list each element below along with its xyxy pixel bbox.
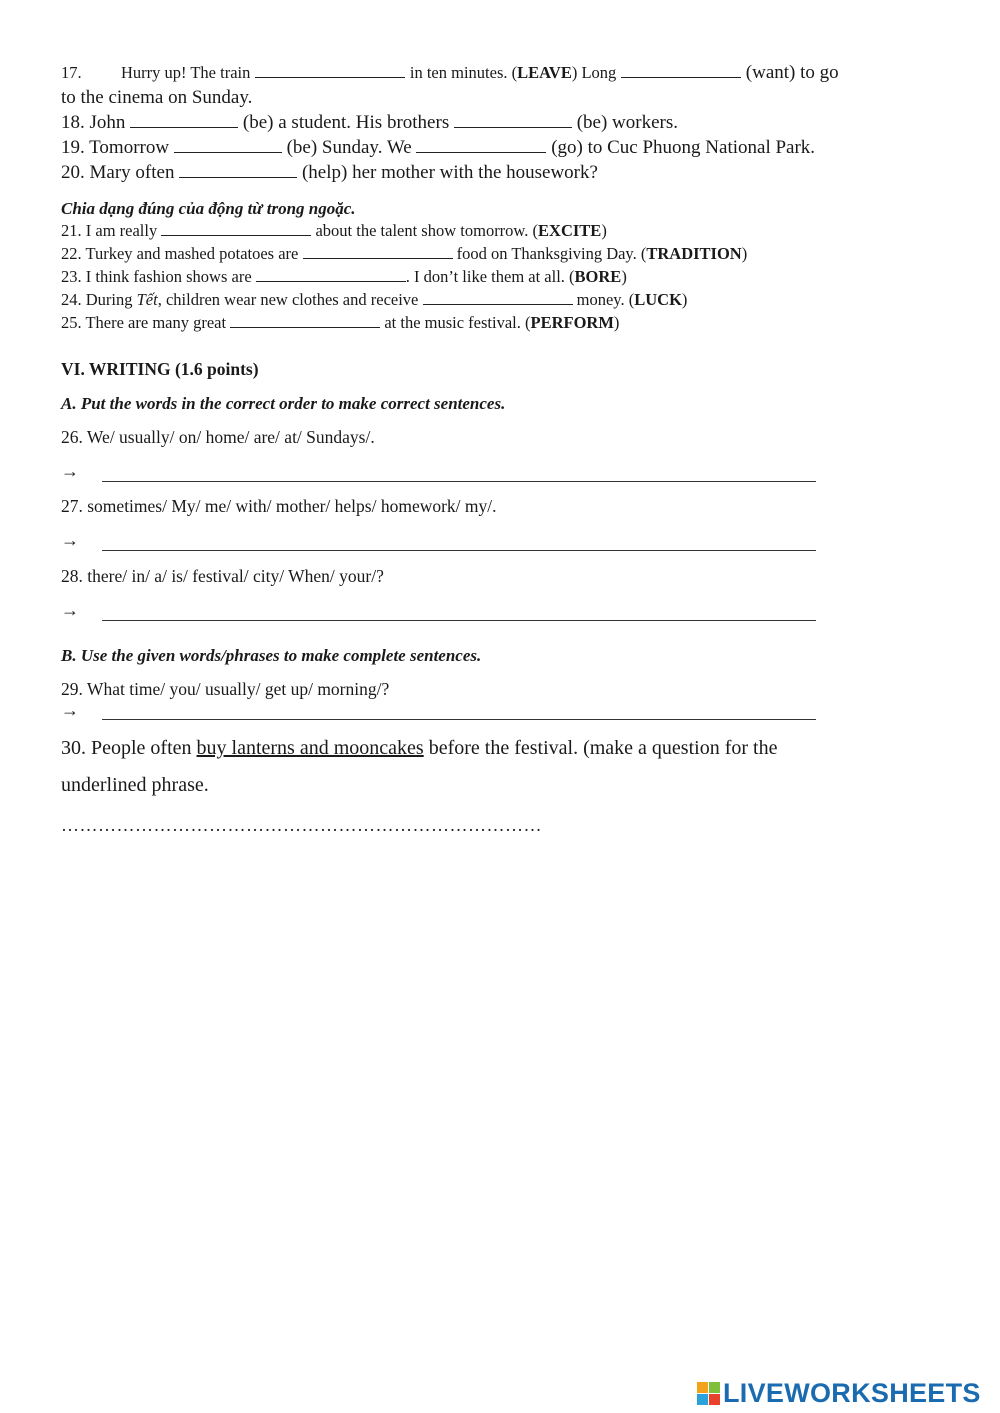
liveworksheets-logo xyxy=(697,1378,981,1409)
question-text: ) xyxy=(621,267,627,286)
arrow-icon: → xyxy=(61,600,79,620)
question-30-cont: underlined phrase. xyxy=(61,774,209,796)
question-text: Hurry up! The train xyxy=(121,63,251,82)
keyword: PERFORM xyxy=(530,313,614,332)
question-21 xyxy=(61,221,607,241)
answer-blank[interactable] xyxy=(303,257,453,259)
question-number: 17. xyxy=(61,63,82,82)
question-text: (go) to Cuc Phuong National Park. xyxy=(551,137,816,158)
question-text: before the festival. (make a question for the xyxy=(423,737,778,759)
keyword: EXCITE xyxy=(538,221,602,240)
question-text: 24. During xyxy=(61,290,137,309)
section-heading-part-a: A. Put the words in the correct order to make correct sentences. xyxy=(61,394,506,413)
answer-blank[interactable] xyxy=(130,126,238,128)
question-text: 21. I am really xyxy=(61,221,158,240)
answer-blank[interactable] xyxy=(621,76,741,78)
answer-line-28[interactable] xyxy=(102,619,816,621)
answer-blank[interactable] xyxy=(230,326,380,328)
question-22 xyxy=(61,244,747,264)
question-29: 29. What time/ you/ usually/ get up/ morning/? xyxy=(61,679,390,699)
question-text: ) Long xyxy=(571,63,617,82)
question-text: about the talent show tomorrow. ( xyxy=(315,221,539,240)
question-text: ) xyxy=(613,313,620,332)
question-text: 23. I think fashion shows are xyxy=(61,267,252,286)
question-17-cont: to the cinema on Sunday. xyxy=(61,87,253,108)
answer-line-26[interactable] xyxy=(102,480,816,482)
question-text: (be) a student. His brothers xyxy=(242,112,450,133)
arrow-icon: → xyxy=(61,461,79,481)
arrow-icon: → xyxy=(61,700,79,720)
logo-icon xyxy=(697,1382,720,1405)
question-28: 28. there/ in/ a/ is/ festival/ city/ When/ your/? xyxy=(61,566,384,586)
question-text: 19. Tomorrow xyxy=(61,137,170,158)
question-20 xyxy=(61,162,598,184)
answer-blank[interactable] xyxy=(454,126,572,128)
logo-text: LIVEWORKSHEETS xyxy=(723,1378,981,1408)
answer-blank[interactable] xyxy=(179,176,297,178)
question-text: (help) her mother with the housework? xyxy=(301,162,598,183)
answer-line-29[interactable] xyxy=(102,718,816,720)
answer-blank[interactable] xyxy=(161,234,311,236)
arrow-icon: → xyxy=(61,530,79,550)
answer-blank[interactable] xyxy=(416,151,546,153)
answer-blank[interactable] xyxy=(256,280,406,282)
logo-tile xyxy=(697,1394,708,1405)
answer-dotted-line-30[interactable]: …………………………………………………………………… xyxy=(61,815,542,835)
question-text: (want) to go xyxy=(745,62,839,83)
question-text: 25. There are many great xyxy=(61,313,227,332)
question-text: , children wear new clothes and receive xyxy=(157,290,419,309)
question-text: (be) workers. xyxy=(576,112,679,133)
question-text: money. ( xyxy=(576,290,635,309)
question-17 xyxy=(61,62,839,84)
answer-blank[interactable] xyxy=(174,151,282,153)
underlined-phrase: buy lanterns and mooncakes xyxy=(196,737,424,759)
question-text: at the music festival. ( xyxy=(384,313,531,332)
section-heading-part-b: B. Use the given words/phrases to make complete sentences. xyxy=(61,646,482,665)
question-24 xyxy=(61,290,687,310)
question-26: 26. We/ usually/ on/ home/ are/ at/ Sundays/. xyxy=(61,427,375,447)
question-18 xyxy=(61,112,678,134)
question-text: ) xyxy=(681,290,688,309)
question-text: Tết xyxy=(136,290,158,309)
answer-line-27[interactable] xyxy=(102,549,816,551)
keyword: TRADITION xyxy=(646,244,742,263)
question-25 xyxy=(61,313,619,333)
keyword: BORE xyxy=(574,267,622,286)
question-text: 22. Turkey and mashed potatoes are xyxy=(61,244,299,263)
question-text: 18. John xyxy=(61,112,126,133)
question-text: ) xyxy=(601,221,607,240)
question-text: in ten minutes. ( xyxy=(409,63,518,82)
logo-tile xyxy=(709,1382,720,1393)
logo-tile xyxy=(709,1394,720,1405)
logo-tile xyxy=(697,1382,708,1393)
question-text: ) xyxy=(741,244,748,263)
question-27: 27. sometimes/ My/ me/ with/ mother/ helps/ homework/ my/. xyxy=(61,496,497,516)
question-text: 30. People often xyxy=(61,737,197,759)
section-heading-word-form: Chia dạng đúng của động từ trong ngoặc. xyxy=(61,199,356,218)
keyword: LUCK xyxy=(634,290,682,309)
question-text: 20. Mary often xyxy=(61,162,175,183)
question-text: . I don’t like them at all. ( xyxy=(405,267,575,286)
question-19 xyxy=(61,137,815,159)
section-title-writing: VI. WRITING (1.6 points) xyxy=(61,359,259,379)
question-30 xyxy=(61,737,777,760)
question-23 xyxy=(61,267,627,287)
question-text: food on Thanksgiving Day. ( xyxy=(456,244,647,263)
question-text: (be) Sunday. We xyxy=(286,137,412,158)
answer-blank[interactable] xyxy=(423,303,573,305)
answer-blank[interactable] xyxy=(255,76,405,78)
keyword: LEAVE xyxy=(517,63,572,82)
